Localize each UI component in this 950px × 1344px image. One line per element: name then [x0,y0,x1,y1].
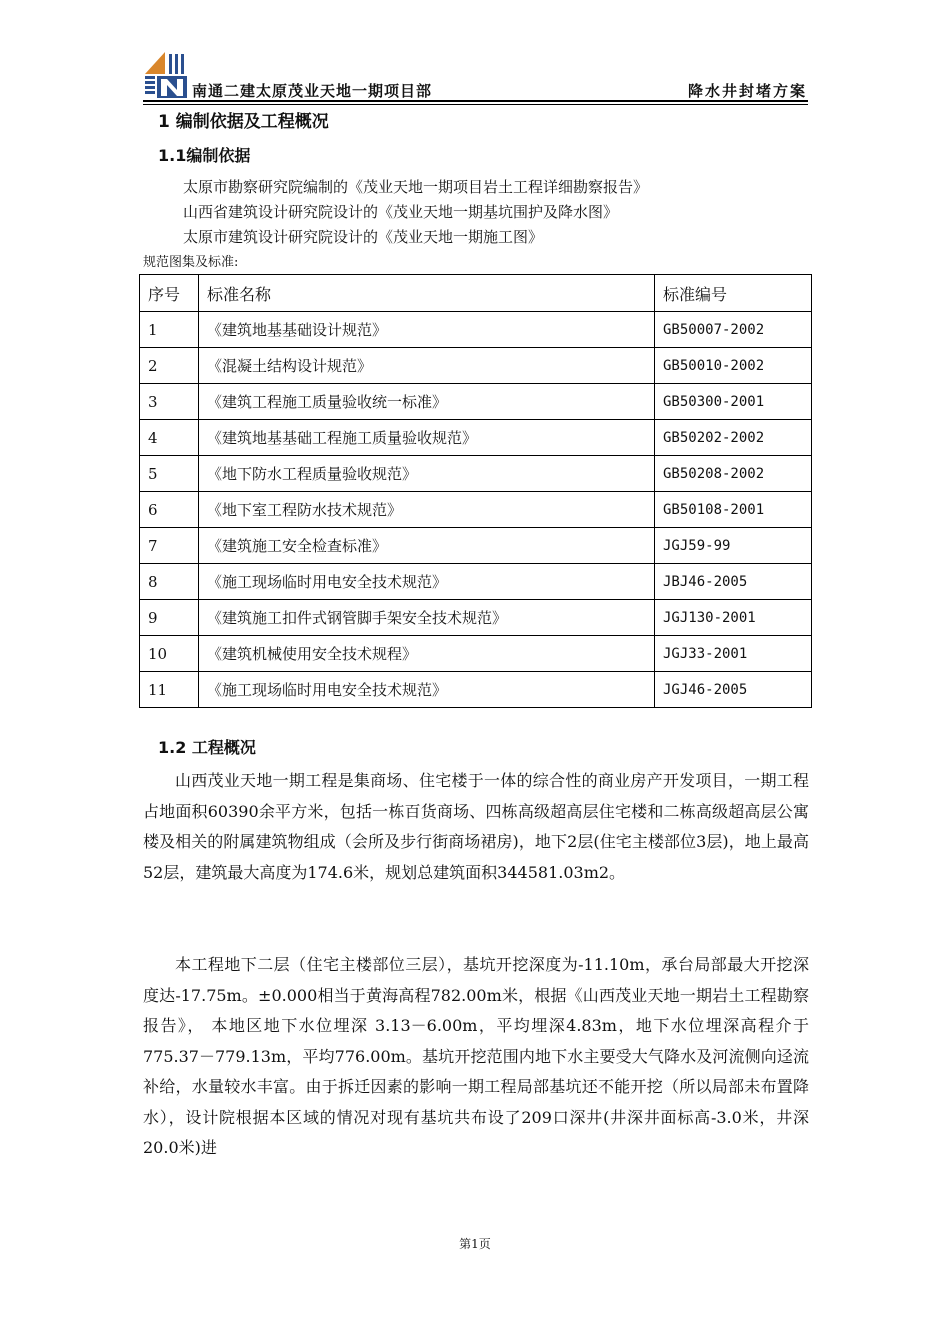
table-row [140,456,812,492]
row-index: 9 [140,600,199,636]
header-doc-title: 降水井封堵方案 [687,82,807,100]
row-index: 4 [140,420,199,456]
overview-paragraph: 山西茂业天地一期工程是集商场、住宅楼于一体的综合性的商业房产开发项目，一期工程占地面积60390余平方米，包括一栋百货商场、四栋高级超高层住宅楼和二栋高级超高层公寓楼及相关的附属建筑物组成（会所及步行街商场裙房)，地下2层(住宅主楼部位3层)，地上最高52层，建筑最大高度为174.6米，规划总建筑面积344581.03m2。 [143,771,809,882]
row-standard-code: GB50108-2001 [655,492,812,528]
row-standard-code: GB50208-2002 [655,456,812,492]
table-row [140,384,812,420]
row-index: 10 [140,636,199,672]
table-row [140,672,812,708]
row-standard-name: 《地下室工程防水技术规范》 [199,492,655,528]
basis-item: 山西省建筑设计研究院设计的《茂业天地一期基坑围护及降水图》 [183,203,619,221]
row-standard-name: 《建筑施工扣件式钢管脚手架安全技术规范》 [199,600,655,636]
row-standard-name: 《施工现场临时用电安全技术规范》 [199,672,655,708]
table-row [140,600,812,636]
table-row [140,636,812,672]
table-header-row [140,275,812,312]
header-rule-thin [143,104,808,105]
table-row [140,492,812,528]
overview-paragraph: 本工程地下二层（住宅主楼部位三层），基坑开挖深度为-11.10m，承台局部最大开挖深度达-17.75m。±0.000相当于黄海高程782.00m米，根据《山西茂业天地一期岩土工程勘察报告》， 本地区地下水位埋深 3.13－6.00m，平均埋深4.83m，地下水位埋深高程介于775.37－779.13m，平均776.00m。基坑开挖范围内地下水主要受大气降水及河流侧向迳流补给，水量较水丰富。由于拆迁因素的影响一期工程局部基坑还不能开挖（所以局部未布置降水），设计院根据本区域的情况对现有基坑共布设了209口深井(井深井面标高-3.0米，井深20.0米)进 [143,955,809,1157]
row-index: 8 [140,564,199,600]
row-standard-name: 《建筑机械使用安全技术规程》 [199,636,655,672]
row-standard-name: 《地下防水工程质量验收规范》 [199,456,655,492]
row-index: 3 [140,384,199,420]
header-rule [143,100,808,102]
table-row [140,348,812,384]
standards-table [139,274,812,708]
row-standard-name: 《施工现场临时用电安全技术规范》 [199,564,655,600]
row-index: 5 [140,456,199,492]
row-standard-code: GB50007-2002 [655,312,812,348]
row-standard-code: JGJ130-2001 [655,600,812,636]
row-standard-name: 《建筑地基基础工程施工质量验收规范》 [199,420,655,456]
subsection-heading-overview: 1.2 工程概况 [158,738,256,757]
row-standard-code: GB50010-2002 [655,348,812,384]
row-index: 1 [140,312,199,348]
row-standard-code: GB50202-2002 [655,420,812,456]
row-standard-name: 《建筑施工安全检查标准》 [199,528,655,564]
row-standard-code: JBJ46-2005 [655,564,812,600]
header-standard-name: 标准名称 [199,275,655,312]
table-row [140,420,812,456]
section-heading: 1 编制依据及工程概况 [158,112,329,132]
table-row [140,564,812,600]
row-standard-code: GB50300-2001 [655,384,812,420]
row-standard-name: 《建筑工程施工质量验收统一标准》 [199,384,655,420]
row-standard-name: 《建筑地基基础设计规范》 [199,312,655,348]
basis-item: 太原市勘察研究院编制的《茂业天地一期项目岩土工程详细勘察报告》 [183,178,649,196]
table-row [140,312,812,348]
row-index: 11 [140,672,199,708]
row-standard-name: 《混凝土结构设计规范》 [199,348,655,384]
subsection-heading-basis: 1.1编制依据 [158,146,251,165]
header-standard-code: 标准编号 [655,275,812,312]
header-project-name: 南通二建太原茂业天地一期项目部 [192,82,433,100]
basis-item: 太原市建筑设计研究院设计的《茂业天地一期施工图》 [183,228,544,246]
page-number: 第1页 [459,1237,491,1251]
company-logo [143,48,189,100]
table-row [140,528,812,564]
row-standard-code: JGJ46-2005 [655,672,812,708]
row-index: 7 [140,528,199,564]
row-standard-code: JGJ59-99 [655,528,812,564]
row-standard-code: JGJ33-2001 [655,636,812,672]
row-index: 2 [140,348,199,384]
header-index: 序号 [140,275,199,312]
row-index: 6 [140,492,199,528]
standards-caption: 规范图集及标准: [143,255,239,270]
